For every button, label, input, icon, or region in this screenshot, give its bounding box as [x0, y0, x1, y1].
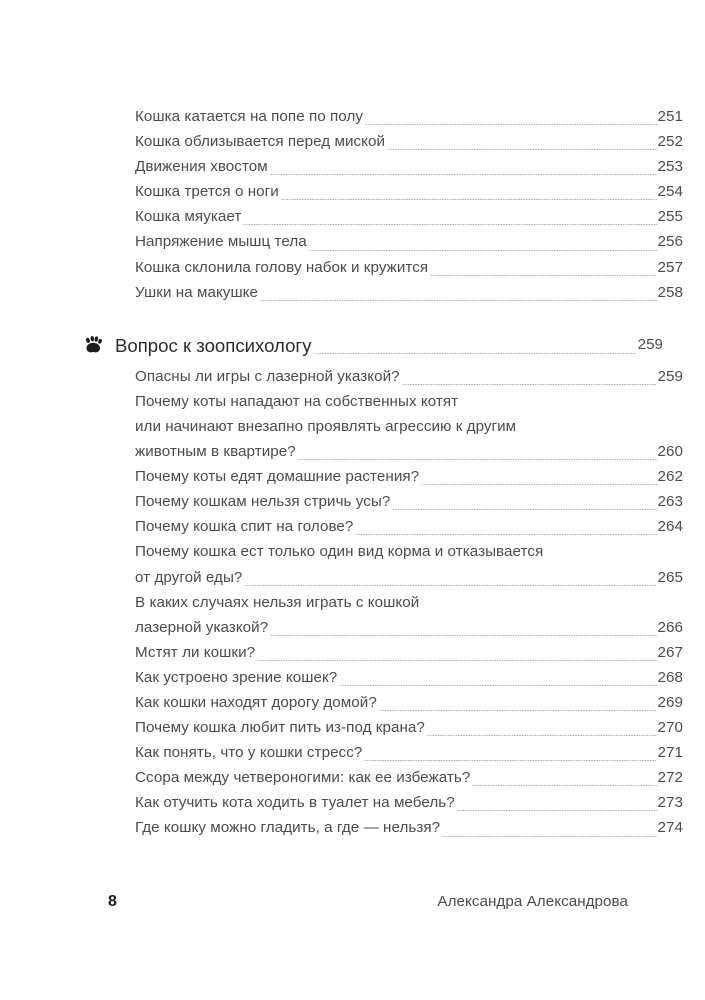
- toc-entry-label: животным в квартире?: [135, 443, 296, 461]
- toc-entry-label: Напряжение мышц тела: [135, 233, 307, 251]
- toc-entry-label: лазерной указкой?: [135, 618, 269, 636]
- toc-entry[interactable]: [80, 364, 683, 389]
- toc-entry-page-number: 274: [657, 819, 683, 837]
- toc-entry[interactable]: [80, 439, 683, 464]
- toc-entry-page-number: 251: [657, 108, 683, 125]
- toc-entry[interactable]: [80, 229, 683, 254]
- toc-section-entry-list: [80, 364, 683, 841]
- toc-entry-page-number: 259: [657, 367, 683, 385]
- toc-entry-wrapped-line[interactable]: Почему кошка ест только один вид корма и отказывается: [135, 543, 544, 561]
- toc-top-entry-list: [80, 104, 683, 305]
- table-of-contents: [80, 104, 683, 841]
- toc-entry-label: Кошка облизывается перед миской: [135, 133, 386, 151]
- dot-leader: [309, 250, 657, 251]
- toc-entry-page-number: 255: [657, 208, 683, 226]
- dot-leader: [364, 760, 656, 761]
- toc-entry[interactable]: [80, 615, 683, 640]
- toc-entry-page-number: 267: [657, 643, 683, 661]
- paw-print-icon: [84, 336, 103, 354]
- toc-entry-label: Кошка катается на попе по полу: [135, 108, 364, 125]
- dot-leader: [392, 509, 656, 510]
- toc-section-vopros-k-zoopsihologu: [80, 332, 683, 841]
- page-footer: [80, 893, 628, 911]
- toc-entry-page-number: 270: [657, 719, 683, 737]
- dot-leader: [387, 149, 656, 150]
- toc-entry-page-number: 258: [657, 283, 683, 301]
- dot-leader: [243, 224, 656, 225]
- toc-entry-page-number: 260: [657, 443, 683, 461]
- toc-entry-label: Движения хвостом: [135, 158, 268, 176]
- dot-leader: [244, 585, 656, 586]
- toc-entry-page-number: 253: [657, 158, 683, 176]
- toc-entry-page-number: 272: [657, 769, 683, 787]
- toc-entry[interactable]: [80, 204, 683, 229]
- toc-entry[interactable]: [80, 665, 683, 690]
- toc-entry[interactable]: [80, 154, 683, 179]
- page-number: 8: [108, 893, 118, 910]
- dot-leader: [260, 300, 656, 301]
- toc-entry[interactable]: [80, 740, 683, 765]
- toc-entry[interactable]: [80, 640, 683, 665]
- toc-entry[interactable]: [80, 565, 683, 590]
- toc-entry[interactable]: [80, 790, 683, 815]
- toc-entry-label: Кошка трется о ноги: [135, 183, 279, 201]
- toc-entry[interactable]: [80, 514, 683, 539]
- toc-entry-page-number: 257: [657, 258, 683, 276]
- toc-entry-label: Почему коты едят домашние растения?: [135, 468, 420, 486]
- toc-section-page-number: 259: [637, 335, 663, 353]
- dot-leader: [298, 459, 657, 460]
- toc-entry-page-number: 268: [657, 668, 683, 686]
- toc-entry-page-number: 262: [657, 468, 683, 486]
- toc-entry-page-number: 273: [657, 794, 683, 812]
- toc-entry-label: Почему кошка любит пить из-под крана?: [135, 719, 425, 737]
- toc-entry[interactable]: [80, 489, 683, 514]
- toc-entry[interactable]: [80, 765, 683, 790]
- dot-leader: [270, 635, 656, 636]
- toc-entry-label: Кошка склонила голову набок и кружится: [135, 258, 429, 276]
- dot-leader: [270, 174, 657, 175]
- toc-entry-page-number: 264: [657, 518, 683, 536]
- toc-entry-label: Опасны ли игры с лазерной указкой?: [135, 367, 400, 385]
- toc-entry-page-number: 266: [657, 618, 683, 636]
- dot-leader: [457, 810, 657, 811]
- toc-entry-wrapped-line[interactable]: Почему коты нападают на собственных котят: [135, 392, 459, 410]
- toc-entry[interactable]: [80, 690, 683, 715]
- toc-entry-label: Как понять, что у кошки стресс?: [135, 744, 363, 762]
- toc-entry-label: Кошка мяукает: [135, 208, 242, 226]
- dot-leader: [379, 710, 657, 711]
- dot-leader: [430, 275, 656, 276]
- toc-entry-page-number: 256: [657, 233, 683, 251]
- toc-entry-wrapped-line[interactable]: или начинают внезапно проявлять агрессию к другим: [135, 417, 517, 435]
- dot-leader: [472, 785, 656, 786]
- toc-entry-page-number: 254: [657, 183, 683, 201]
- toc-entry-label: от другой еды?: [135, 568, 243, 586]
- toc-entry-label: Мстят ли кошки?: [135, 643, 256, 661]
- dot-leader: [339, 685, 656, 686]
- toc-entry[interactable]: [80, 255, 683, 280]
- toc-entry-label: Почему кошка спит на голове?: [135, 518, 354, 536]
- dot-leader: [314, 353, 636, 354]
- toc-entry-label: Почему кошкам нельзя стричь усы?: [135, 493, 391, 511]
- toc-entry[interactable]: [80, 104, 683, 129]
- toc-entry-label: Где кошку можно гладить, а где — нельзя?: [135, 819, 441, 837]
- toc-entry-label: Как отучить кота ходить в туалет на мебель?: [135, 794, 455, 812]
- toc-entry[interactable]: [80, 129, 683, 154]
- toc-entry[interactable]: [80, 715, 683, 740]
- author-name: Александра Александрова: [437, 893, 628, 910]
- toc-entry-page-number: 271: [657, 744, 683, 762]
- toc-section-title: Вопрос к зоопсихологу: [115, 334, 312, 356]
- dot-leader: [421, 484, 656, 485]
- dot-leader: [402, 384, 657, 385]
- dot-leader: [355, 534, 656, 535]
- toc-entry-page-number: 263: [657, 493, 683, 511]
- dot-leader: [257, 660, 656, 661]
- dot-leader: [281, 199, 657, 200]
- toc-section-heading[interactable]: [80, 332, 663, 359]
- toc-entry[interactable]: [80, 815, 683, 840]
- toc-entry-label: Ушки на макушке: [135, 283, 259, 301]
- toc-entry[interactable]: [80, 464, 683, 489]
- dot-leader: [365, 124, 656, 125]
- toc-entry-label: Как кошки находят дорогу домой?: [135, 693, 377, 711]
- toc-entry[interactable]: [80, 280, 683, 305]
- toc-entry-page-number: 265: [657, 568, 683, 586]
- toc-entry-page-number: 252: [657, 133, 683, 151]
- toc-entry-wrapped-line[interactable]: В каких случаях нельзя играть с кошкой: [135, 593, 420, 611]
- dot-leader: [427, 735, 657, 736]
- dot-leader: [442, 836, 656, 837]
- toc-entry[interactable]: [80, 179, 683, 204]
- toc-entry-page-number: 269: [657, 693, 683, 711]
- toc-entry-label: Ссора между четвероногими: как ее избежать?: [135, 769, 471, 787]
- toc-entry-label: Как устроено зрение кошек?: [135, 668, 338, 686]
